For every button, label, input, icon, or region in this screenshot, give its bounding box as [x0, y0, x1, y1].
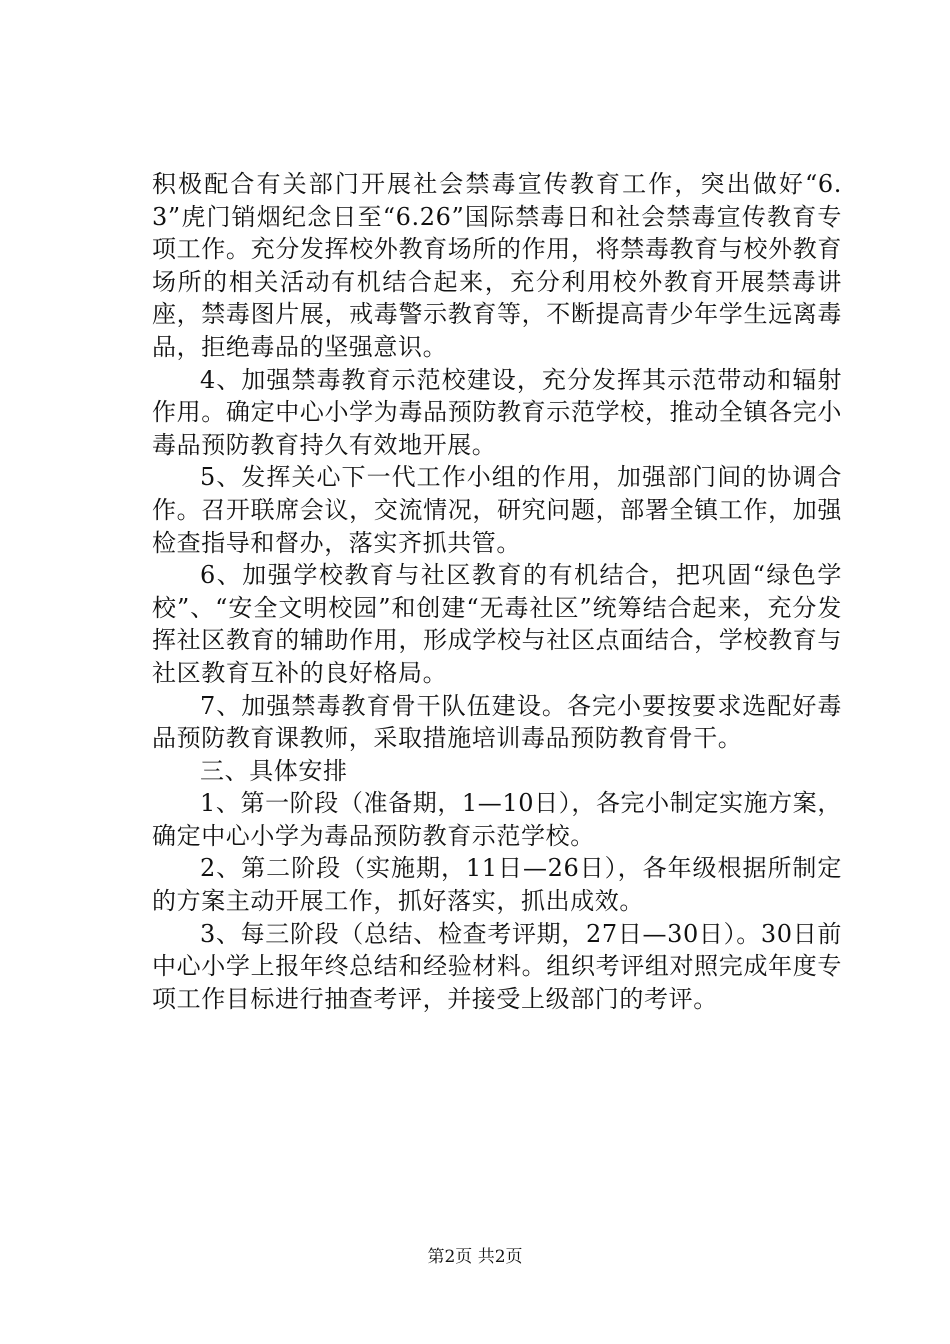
paragraph-phase-2: 2、第二阶段（实施期，11日—26日），各年级根据所制定的方案主动开展工作，抓好落实，抓出成效。	[152, 854, 842, 916]
paragraph-phase-3: 3、每三阶段（总结、检查考评期，27日—30日）。30日前中心小学上报年终总结和经验材料。组织考评组对照完成年度专项工作目标进行抽查考评，并接受上级部门的考评。	[152, 919, 842, 1013]
paragraph-item-5: 5、发挥关心下一代工作小组的作用，加强部门间的协调合作。召开联席会议，交流情况，研究问题，部署全镇工作，加强检查指导和督办，落实齐抓共管。	[152, 463, 842, 557]
section-heading-schedule: 三、具体安排	[200, 756, 348, 785]
paragraph-item-4: 4、加强禁毒教育示范校建设，充分发挥其示范带动和辐射作用。确定中心小学为毒品预防教育示范学校，推动全镇各完小毒品预防教育持久有效地开展。	[152, 365, 842, 459]
paragraph-item-6: 6、加强学校教育与社区教育的有机结合，把巩固“绿色学校”、“安全文明校园”和创建“无毒社区”统筹结合起来，充分发挥社区教育的辅助作用，形成学校与社区点面结合，学校教育与社区教育互补的良好格局。	[152, 561, 842, 687]
paragraph-item-7: 7、加强禁毒教育骨干队伍建设。各完小要按要求选配好毒品预防教育课教师，采取措施培训毒品预防教育骨干。	[152, 691, 842, 753]
paragraph-continuation: 积极配合有关部门开展社会禁毒宣传教育工作，突出做好“6.3”虎门销烟纪念日至“6.26”国际禁毒日和社会禁毒宣传教育专项工作。充分发挥校外教育场所的作用，将禁毒教育与校外教育场所的相关活动有机结合起来，充分利用校外教育开展禁毒讲座，禁毒图片展，戒毒警示教育等，不断提高青少年学生远离毒品，拒绝毒品的坚强意识。	[152, 170, 842, 361]
paragraph-phase-1: 1、第一阶段（准备期，1—10日），各完小制定实施方案，确定中心小学为毒品预防教育示范学校。	[152, 789, 842, 850]
page-footer: 第2页 共2页	[427, 1247, 523, 1267]
document-body	[152, 168, 842, 1015]
